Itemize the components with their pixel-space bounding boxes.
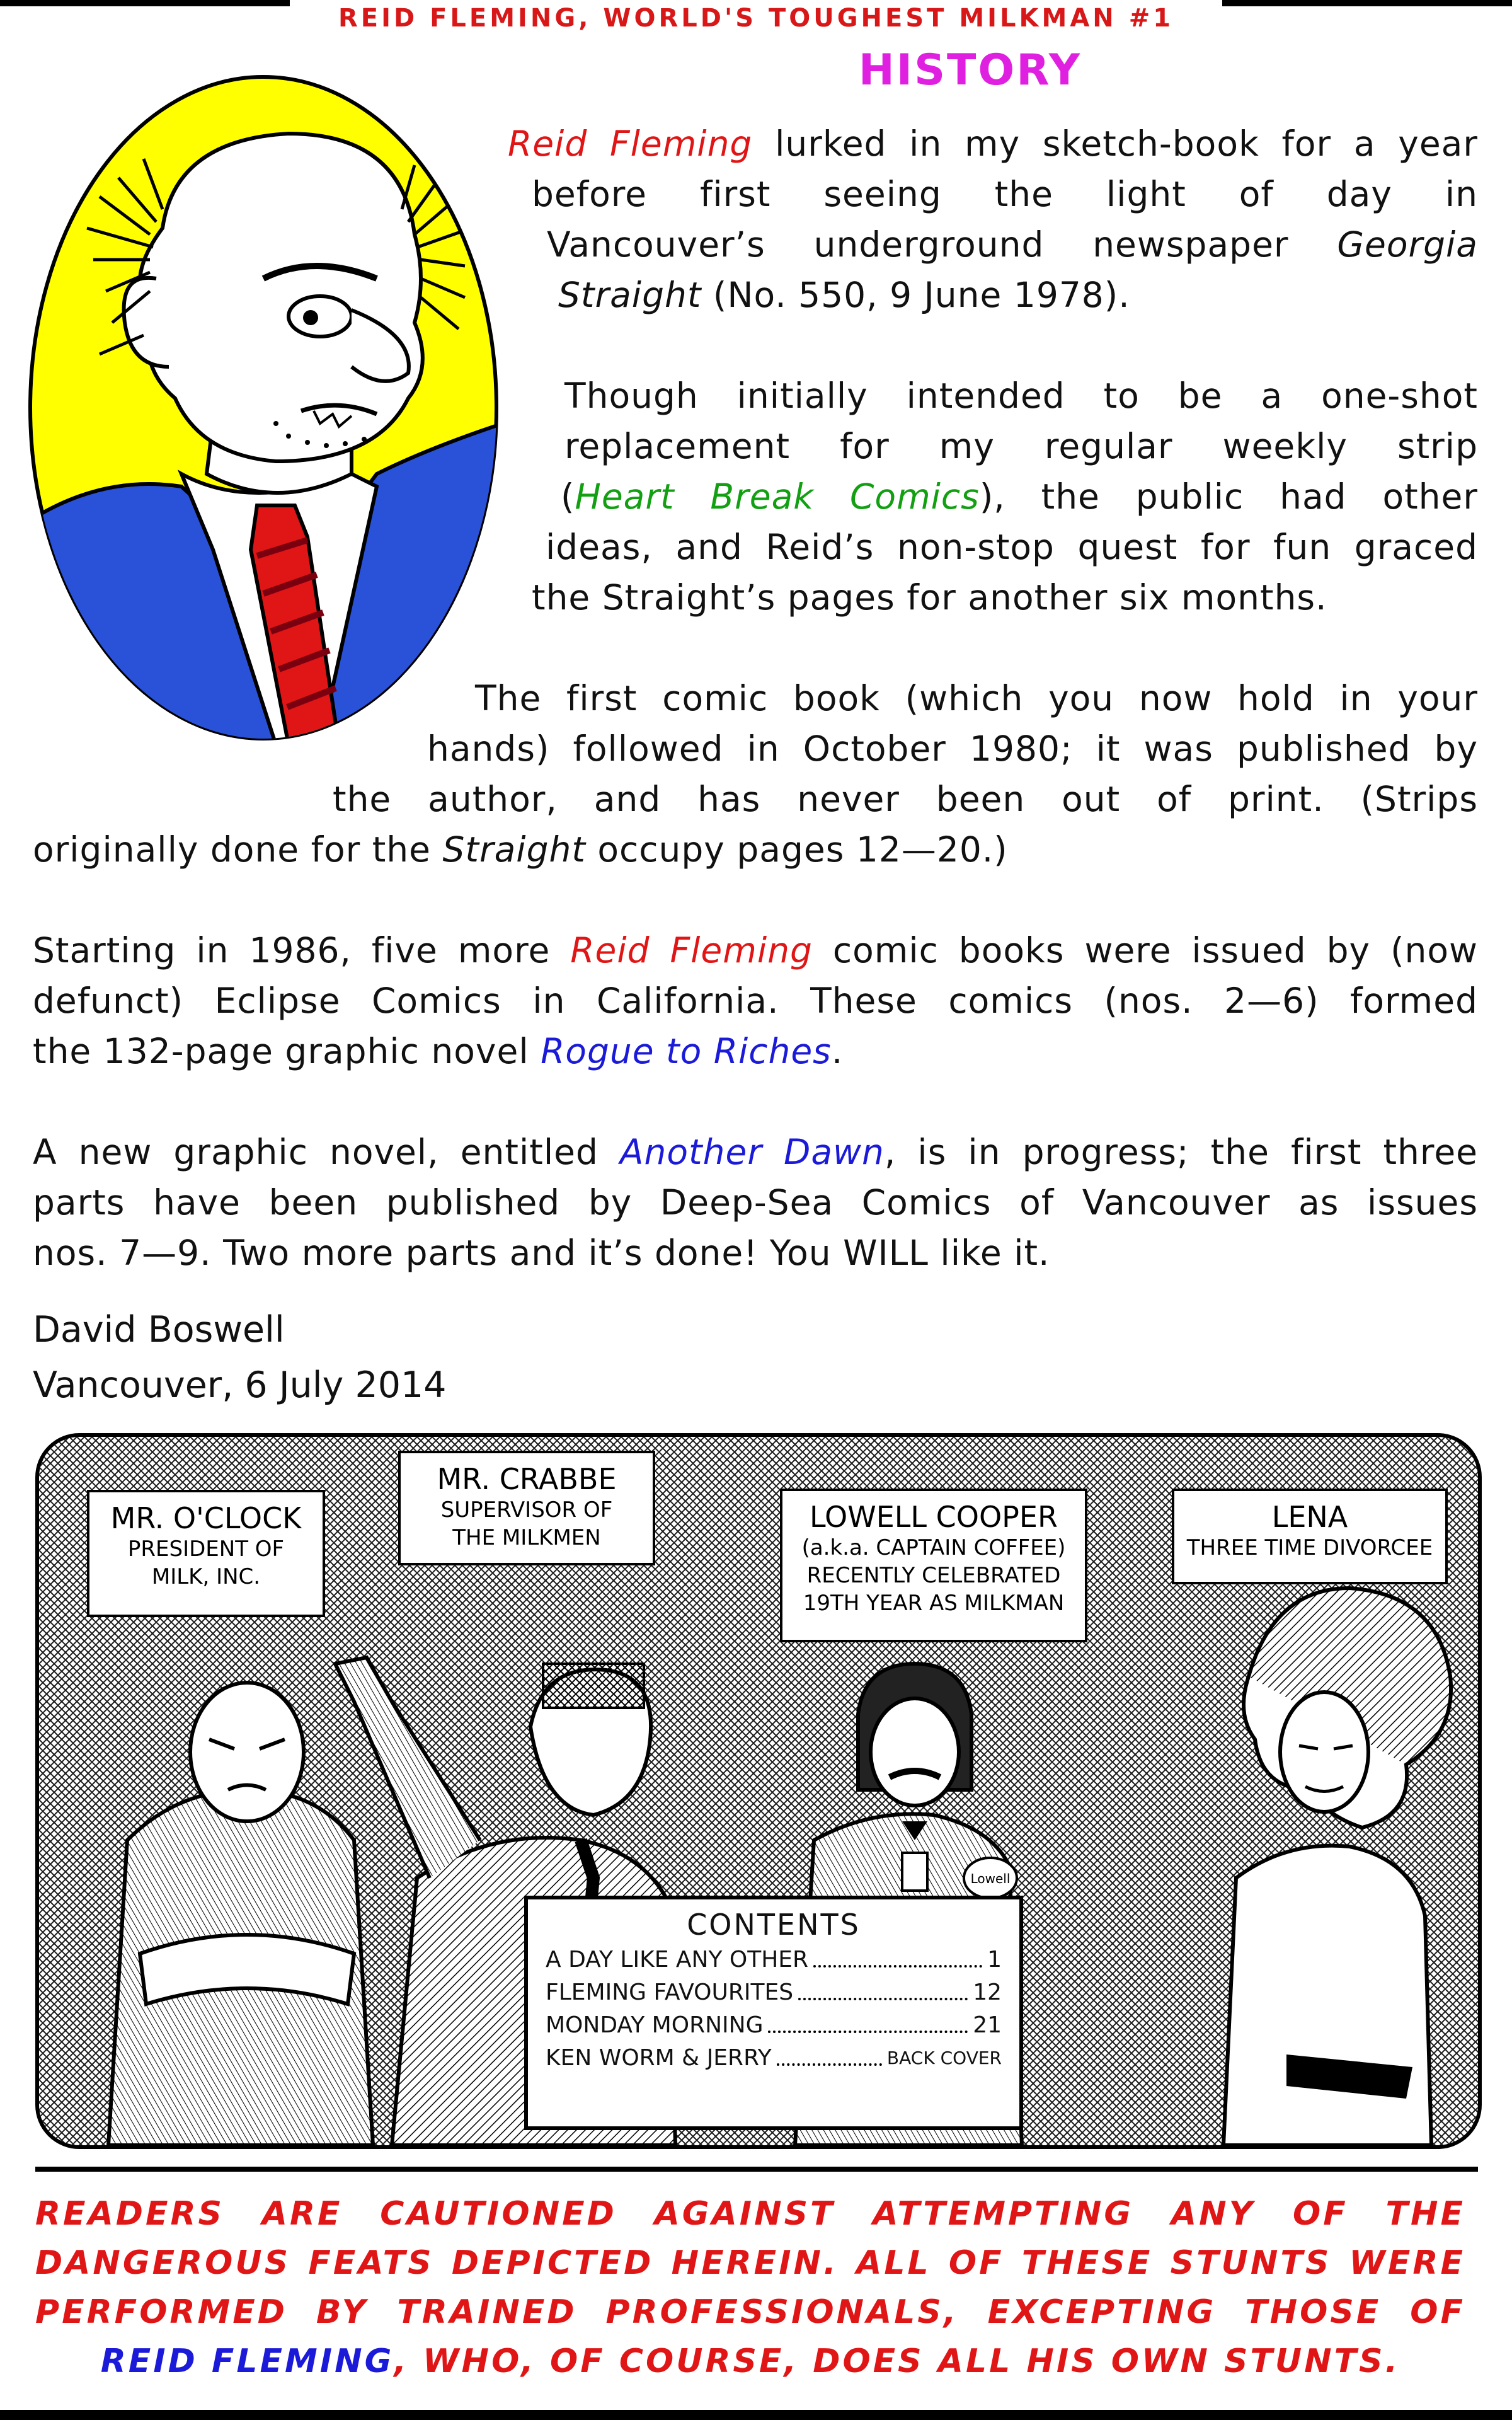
history-paragraph-2: Though initially intended to be a one-shot replacement for my regular weekly strip (Heart Break Comics), the public had other ideas, and Reid’s non-stop quest for fun graced the Straight’s pages for another six months. — [532, 376, 1478, 618]
contents-row: KEN WORM & JERRY BACK COVER — [528, 2042, 1019, 2075]
place-date: Vancouver, 6 July 2014 — [33, 1364, 447, 1406]
heart-break-comics-title: Heart Break Comics — [575, 476, 980, 517]
contents-sign — [524, 1896, 1023, 2130]
contents-row: MONDAY MORNING 21 — [528, 2009, 1019, 2042]
reid-fleming-name: REID FLEMING — [100, 2342, 394, 2380]
warning-divider — [35, 2167, 1478, 2172]
contents-row: FLEMING FAVOURITES 12 — [528, 1976, 1019, 2009]
reid-fleming-portrait — [24, 71, 503, 745]
bottom-rule — [0, 2410, 1512, 2420]
header-rule-left — [0, 0, 290, 6]
contents-title: CONTENTS — [687, 1908, 861, 1942]
caption-mr-oclock: MR. O'CLOCK PRESIDENT OF MILK, INC. — [87, 1490, 325, 1617]
caption-lena: LENA THREE TIME DIVORCEE — [1172, 1489, 1448, 1584]
reid-fleming-name: Reid Fleming — [508, 124, 753, 164]
history-paragraph-1: Reid Fleming lurked in my sketch-book for a year before first seeing the light of day in Vancouver’s underground newspaper Georgia Straight (No. 550, 9 June 1978). — [508, 124, 1478, 315]
history-paragraph-4: Starting in 1986, five more Reid Fleming comic books were issued by (now defunct) Eclipse Comics in California. These comics (nos. 2—6) formed the 132-page graphic novel Rogue to Riches. — [33, 930, 1479, 1071]
caption-lowell-cooper: LOWELL COOPER (a.k.a. CAPTAIN COFFEE) RECENTLY CELEBRATED 19TH YEAR AS MILKMAN — [780, 1489, 1087, 1642]
another-dawn-title: Another Dawn — [619, 1132, 885, 1172]
contents-row: A DAY LIKE ANY OTHER 1 — [528, 1944, 1019, 1976]
section-title: HISTORY — [858, 45, 1082, 95]
lowell-badge: Lowell — [970, 1871, 1011, 1886]
caption-mr-crabbe: MR. CRABBE SUPERVISOR OF THE MILKMEN — [398, 1451, 655, 1565]
safety-warning: READERS ARE CAUTIONED AGAINST ATTEMPTING ANY OF THE DANGEROUS FEATS DEPICTED HEREIN. ALL OF THESE STUNTS WERE PERFORMED BY TRAINED PROFESSIONALS, EXCEPTING THOSE OF REID FLEMING, WHO, OF COURSE, DOES ALL HIS OWN STUNTS. — [35, 2195, 1465, 2380]
history-paragraph-3: The first comic book (which you now hold in your hands) followed in October 1980; it was published by the author, and has never been out of print. (Strips originally done for the Straight occupy pages 12—20.) — [33, 678, 1478, 870]
author-name: David Boswell — [33, 1309, 285, 1351]
header-rule-right — [1222, 0, 1512, 6]
characters-panel — [35, 1433, 1482, 2149]
rogue-to-riches-title: Rogue to Riches — [541, 1031, 832, 1071]
history-paragraph-5: A new graphic novel, entitled Another Dawn, is in progress; the first three parts have been published by Deep-Sea Comics of Vancouver as issues nos. 7—9. Two more parts and it’s done! You WILL like it. — [33, 1132, 1478, 1273]
series-title: REID FLEMING, WORLD'S TOUGHEST MILKMAN #1 — [338, 4, 1174, 33]
